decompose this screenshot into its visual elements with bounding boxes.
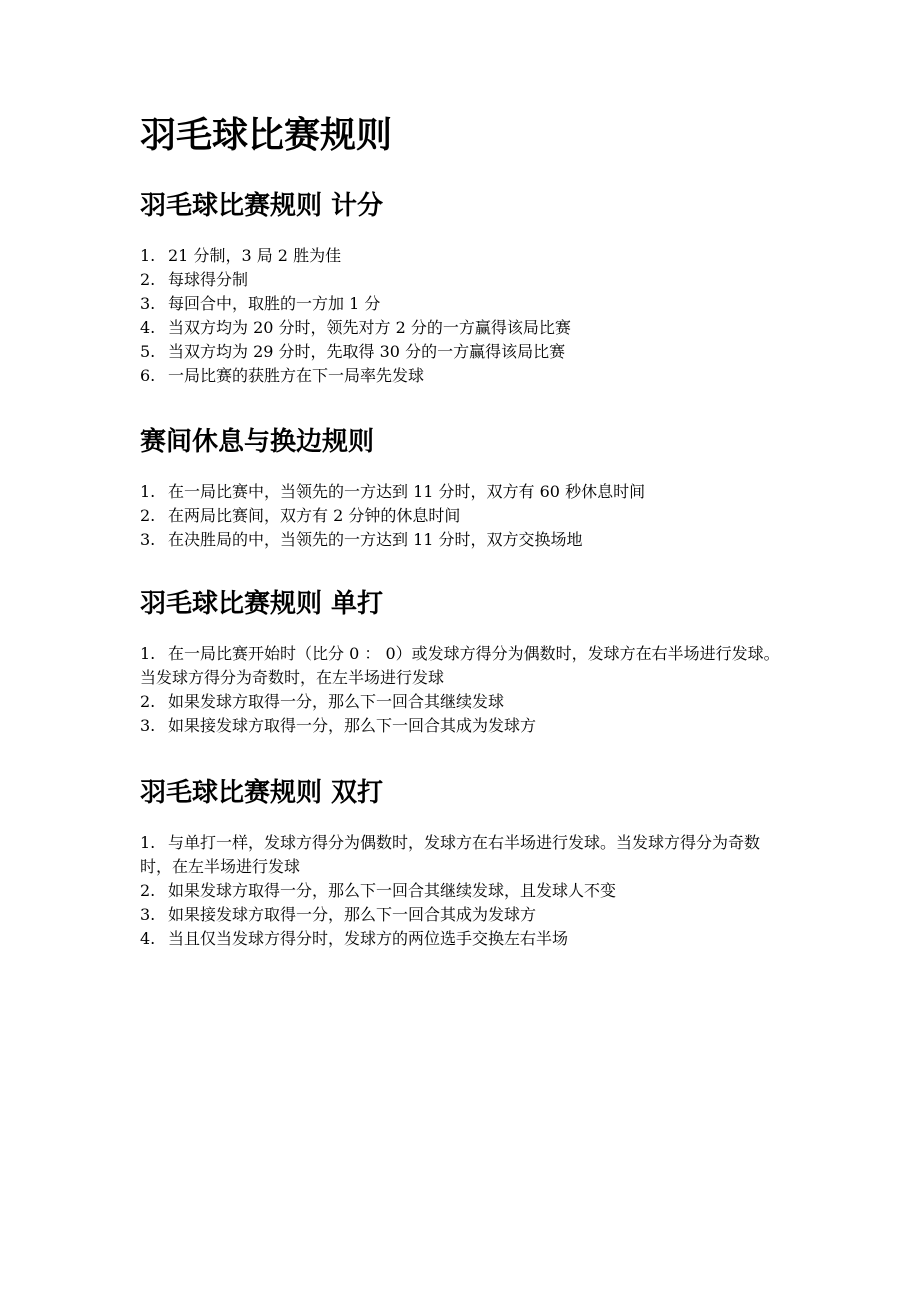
item-number: 1. <box>140 482 156 501</box>
rule-list <box>140 831 790 951</box>
section-rest-and-side-change <box>140 424 790 552</box>
item-number: 6. <box>140 366 156 385</box>
document-title: 羽毛球比赛规则 <box>140 115 393 156</box>
item-number: 2. <box>140 881 156 900</box>
item-text: 与单打一样，发球方得分为偶数时，发球方在右半场进行发球。当发球方得分为奇数时，在左半场进行发球 <box>140 833 761 876</box>
list-item <box>140 292 790 316</box>
list-item <box>140 268 790 292</box>
item-text: 一局比赛的获胜方在下一局率先发球 <box>168 366 425 385</box>
list-item <box>140 714 790 738</box>
item-text: 在一局比赛中，当领先的一方达到 11 分时，双方有 60 秒休息时间 <box>168 482 646 501</box>
item-text: 在决胜局的中，当领先的一方达到 11 分时，双方交换场地 <box>168 530 583 549</box>
list-item <box>140 340 790 364</box>
section-doubles <box>140 775 790 951</box>
list-item <box>140 903 790 927</box>
rule-list <box>140 480 790 552</box>
list-item <box>140 690 790 714</box>
list-item <box>140 504 790 528</box>
item-number: 2. <box>140 270 156 289</box>
item-text: 当双方均为 29 分时，先取得 30 分的一方赢得该局比赛 <box>168 342 566 361</box>
item-number: 3. <box>140 530 156 549</box>
section-scoring <box>140 188 790 388</box>
section-singles <box>140 586 790 738</box>
item-text: 如果发球方取得一分，那么下一回合其继续发球，且发球人不变 <box>168 881 617 900</box>
list-item <box>140 927 790 951</box>
section-heading: 赛间休息与换边规则 <box>140 427 375 457</box>
section-heading: 羽毛球比赛规则 计分 <box>140 191 384 221</box>
section-heading: 羽毛球比赛规则 双打 <box>140 778 384 808</box>
item-text: 每球得分制 <box>168 270 249 289</box>
item-text: 如果接发球方取得一分，那么下一回合其成为发球方 <box>168 716 537 735</box>
item-number: 3. <box>140 716 156 735</box>
item-number: 2. <box>140 692 156 711</box>
item-text: 在两局比赛间，双方有 2 分钟的休息时间 <box>168 506 461 525</box>
item-number: 2. <box>140 506 156 525</box>
list-item <box>140 244 790 268</box>
list-item <box>140 316 790 340</box>
item-text: 当且仅当发球方得分时，发球方的两位选手交换左右半场 <box>168 929 569 948</box>
list-item <box>140 528 790 552</box>
item-number: 4. <box>140 929 156 948</box>
list-item <box>140 831 790 879</box>
list-item <box>140 642 790 690</box>
list-item <box>140 480 790 504</box>
list-item <box>140 364 790 388</box>
item-text: 如果发球方取得一分，那么下一回合其继续发球 <box>168 692 505 711</box>
item-text: 如果接发球方取得一分，那么下一回合其成为发球方 <box>168 905 537 924</box>
item-number: 1. <box>140 644 156 663</box>
item-number: 5. <box>140 342 156 361</box>
rule-list <box>140 244 790 388</box>
item-number: 1. <box>140 246 156 265</box>
item-number: 3. <box>140 294 156 313</box>
item-number: 1. <box>140 833 156 852</box>
item-text: 每回合中，取胜的一方加 1 分 <box>168 294 381 313</box>
item-text: 当双方均为 20 分时，领先对方 2 分的一方赢得该局比赛 <box>168 318 571 337</box>
section-heading: 羽毛球比赛规则 单打 <box>140 589 384 619</box>
item-number: 4. <box>140 318 156 337</box>
item-text: 在一局比赛开始时（比分 0 ： 0）或发球方得分为偶数时，发球方在右半场进行发球。当发球方得分为奇数时，在左半场进行发球 <box>140 644 780 687</box>
list-item <box>140 879 790 903</box>
item-number: 3. <box>140 905 156 924</box>
rule-list <box>140 642 790 738</box>
item-text: 21 分制，3 局 2 胜为佳 <box>168 246 342 265</box>
